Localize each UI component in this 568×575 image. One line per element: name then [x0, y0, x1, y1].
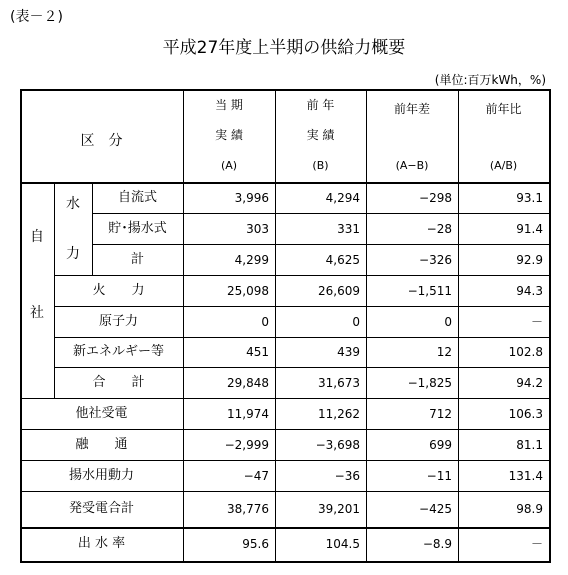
cell-c: −298 — [419, 190, 452, 205]
row-label: 貯･揚水式 — [108, 220, 167, 236]
cell-a: −2,999 — [224, 437, 269, 452]
cell-a: 3,996 — [234, 190, 269, 205]
cell-d: 94.2 — [516, 375, 543, 390]
cell-a: 25,098 — [227, 283, 269, 298]
cell-a: 0 — [261, 314, 269, 329]
cell-b: −3,698 — [315, 437, 360, 452]
row-label: 新エネルギー等 — [72, 344, 164, 359]
cell-c: 712 — [429, 406, 452, 421]
header-ratio-line1: 前年比 — [485, 102, 522, 116]
cell-b: 0 — [352, 314, 360, 329]
cell-c: 12 — [436, 345, 452, 359]
cell-a: 29,848 — [227, 375, 269, 390]
cell-c: −1,825 — [407, 375, 452, 390]
cell-d: 92.9 — [516, 252, 543, 267]
cell-a: 451 — [246, 345, 269, 359]
cell-b: 104.5 — [325, 537, 360, 551]
cell-b: 11,262 — [318, 406, 360, 421]
page-title: 平成27年度上半期の供給力概要 — [162, 38, 406, 58]
cell-c: 699 — [429, 437, 452, 452]
cell-d: 94.3 — [516, 283, 543, 298]
header-division: 区 分 — [80, 133, 123, 149]
cell-d: 81.1 — [516, 437, 543, 452]
cell-b: 26,609 — [318, 283, 360, 298]
cell-b: 439 — [337, 345, 360, 359]
header-current-line3: (A) — [220, 159, 238, 172]
cell-c: −28 — [426, 221, 452, 236]
cell-a: 4,299 — [234, 252, 269, 267]
group-hydro-char1: 水 — [66, 196, 80, 212]
cell-b: 331 — [337, 221, 360, 236]
row-label: 発受電合計 — [68, 501, 134, 516]
group-own-char2: 社 — [30, 305, 44, 321]
table-label: (表－２) — [10, 9, 63, 25]
row-label: 揚水用動力 — [68, 467, 134, 483]
header-diff-line1: 前年差 — [393, 102, 430, 116]
group-own-char1: 自 — [30, 229, 44, 245]
row-label: 他社受電 — [75, 405, 128, 421]
cell-d: － — [530, 537, 543, 551]
cell-a: 38,776 — [227, 502, 269, 516]
row-label: 計 — [130, 251, 144, 267]
cell-b: 31,673 — [318, 375, 360, 390]
cell-d: － — [530, 314, 543, 329]
header-ratio-line2: (A/B) — [489, 159, 518, 172]
cell-c: −8.9 — [422, 537, 452, 551]
cell-c: −1,511 — [407, 283, 452, 298]
cell-c: 0 — [444, 314, 452, 329]
cell-a: −47 — [243, 468, 269, 483]
header-current-line1: 当 期 — [215, 98, 243, 112]
cell-d: 98.9 — [516, 502, 543, 516]
cell-a: 11,974 — [227, 406, 269, 421]
cell-d: 106.3 — [508, 406, 543, 421]
cell-d: 93.1 — [516, 190, 543, 205]
cell-b: −36 — [334, 468, 360, 483]
cell-a: 303 — [246, 221, 269, 236]
row-label: 融 通 — [75, 436, 128, 452]
cell-c: −11 — [426, 468, 452, 483]
row-label: 出 水 率 — [77, 536, 126, 551]
cell-b: 39,201 — [318, 502, 360, 516]
group-hydro-char2: 力 — [66, 246, 80, 262]
row-label: 自流式 — [117, 189, 157, 205]
header-previous-line2: 実 績 — [306, 128, 335, 142]
row-label: 合 計 — [92, 374, 145, 390]
header-current-line2: 実 績 — [215, 128, 243, 142]
cell-a: 95.6 — [242, 537, 269, 551]
row-label: 火 力 — [92, 282, 145, 298]
header-previous-line1: 前 年 — [306, 98, 335, 112]
cell-d: 91.4 — [516, 221, 543, 236]
row-label: 原子力 — [98, 313, 138, 329]
cell-d: 131.4 — [508, 468, 543, 483]
header-diff-line2: (A−B) — [395, 159, 429, 172]
cell-c: −425 — [419, 502, 452, 516]
cell-b: 4,625 — [325, 252, 360, 267]
cell-d: 102.8 — [508, 345, 543, 359]
cell-c: −326 — [419, 252, 452, 267]
header-previous-line3: (B) — [312, 159, 329, 172]
cell-b: 4,294 — [325, 190, 360, 205]
unit-note: (単位:百万kWh，%) — [434, 73, 546, 87]
